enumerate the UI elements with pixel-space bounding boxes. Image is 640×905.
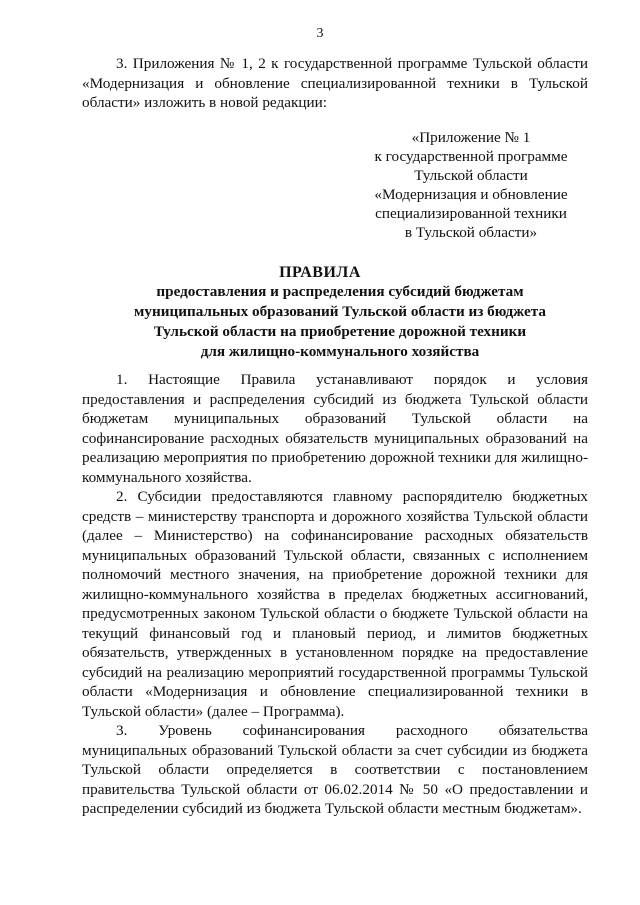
rule-paragraph-3: 3. Уровень софинансирования расходного обязательства муниципальных образований Тульской области за счет субсидии из бюджета Тульской области определяется в соответствии с постановлением правительства Тульской области от 06.02.2014 № 50 «О предоставлении и распределении субсидий из бюджета Тульской области местным бюджетам». xyxy=(82,722,588,817)
subtitle-line: муниципальных образований Тульской области из бюджета xyxy=(134,303,546,320)
intro-paragraph: 3. Приложения № 1, 2 к государственной программе Тульской области «Модернизация и обновление специализированной техники в Тульской области» изложить в новой редакции: xyxy=(82,55,588,111)
appendix-line: специализированной техники xyxy=(375,205,567,222)
rule-paragraph-2: 2. Субсидии предоставляются главному распорядителю бюджетных средств – министерству транспорта и дорожного хозяйства Тульской области (далее – Министерство) на софинансирование расходных обязательств муниципальных образований Тульской области, связанных с исполнением полномочий местного значения, на приобретение дорожной техники для жилищно-коммунального хозяйства в пределах бюджетных ассигнований, предусмотренных законом Тульской области о бюджете Тульской области на текущий финансовый год и плановый период, и лимитов бюджетных обязательств, утвержденных в установленном порядке на предоставление субсидий на реализацию мероприятий государственной программы Тульской области «Модернизация и обновление специализированной техники в Тульской области» (далее – Программа). xyxy=(82,488,588,720)
rule-paragraph-1: 1. Настоящие Правила устанавливают порядок и условия предоставления и распределения субсидий из бюджета Тульской области бюджетам муниципальных образований Тульской области на софинансирование расходных обязательств муниципальных образований на реализацию мероприятия по приобретению дорожной техники для жилищно-коммунального хозяйства. xyxy=(82,371,588,486)
appendix-line: «Приложение № 1 xyxy=(411,129,531,146)
rules-body xyxy=(82,370,588,819)
document-subtitle xyxy=(90,282,590,362)
appendix-reference xyxy=(356,128,586,242)
document-title: ПРАВИЛА xyxy=(279,264,361,281)
appendix-line: «Модернизация и обновление xyxy=(374,186,568,203)
subtitle-line: Тульской области на приобретение дорожной техники xyxy=(153,323,527,340)
subtitle-line: предоставления и распределения субсидий бюджетам xyxy=(156,283,524,300)
subtitle-line: для жилищно-коммунального хозяйства xyxy=(200,343,480,360)
appendix-line: к государственной программе xyxy=(374,148,568,165)
page-number: 3 xyxy=(316,26,324,41)
appendix-line: Тульской области xyxy=(414,167,528,184)
appendix-line: в Тульской области» xyxy=(404,224,538,241)
